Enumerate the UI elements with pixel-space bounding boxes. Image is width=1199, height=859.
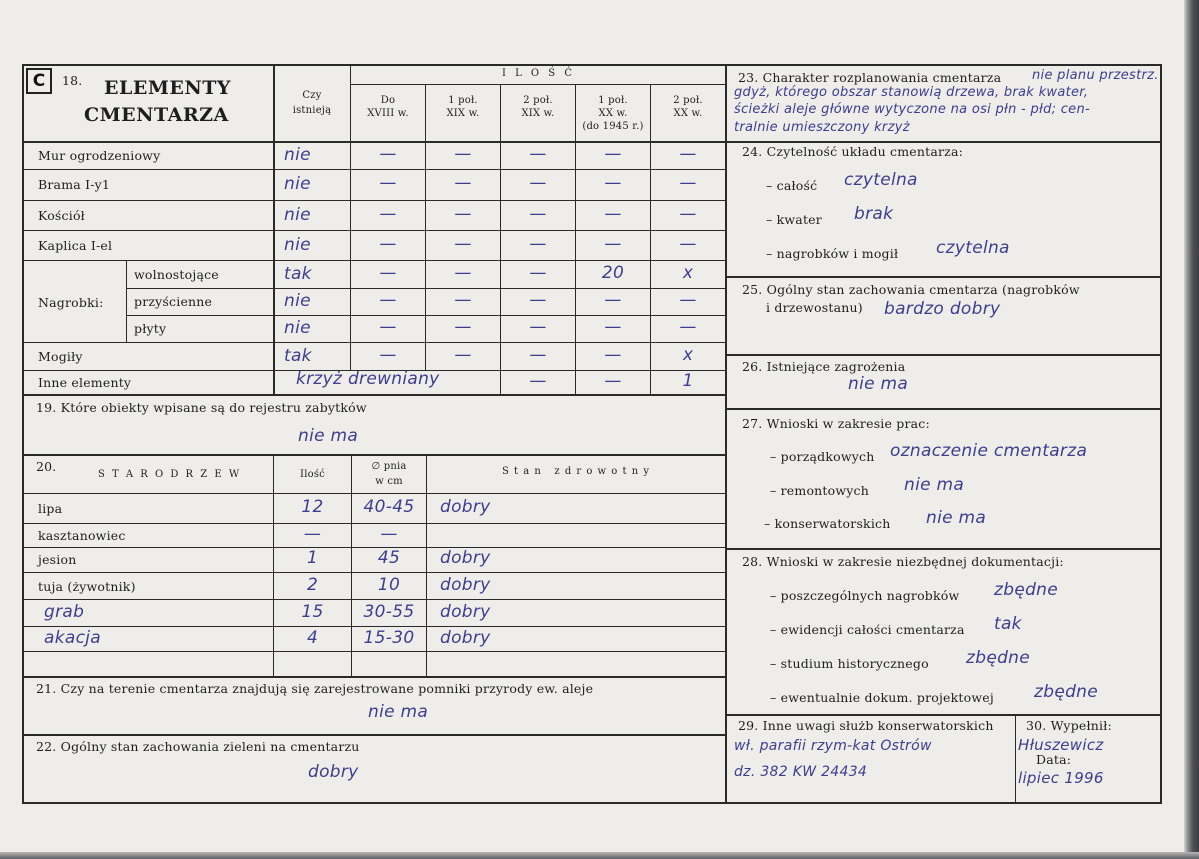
tree-health: dobry xyxy=(440,496,491,517)
element-exists-value: nie xyxy=(284,234,311,255)
s24-item-label: – całość xyxy=(766,178,818,193)
element-quantity-cell: 20 xyxy=(601,262,625,283)
section-22-value: dobry xyxy=(308,762,359,782)
element-label: Inne elementy xyxy=(38,374,132,390)
tree-health: dobry xyxy=(440,548,491,568)
s28-item-value: tak xyxy=(994,614,1022,634)
element-quantity-cell: — xyxy=(529,317,547,337)
s28-item-value: zbędne xyxy=(1034,682,1098,702)
s28-item-label: – poszczególnych nagrobków xyxy=(770,588,960,603)
s28-item-label: – studium historycznego xyxy=(770,656,929,671)
s24-item-label: – kwater xyxy=(766,212,822,227)
period-header-1-line-2: XVIII w. xyxy=(367,108,409,119)
element-exists-value: nie xyxy=(284,144,311,165)
card-edge xyxy=(1184,0,1199,859)
section-25-value: bardzo dobry xyxy=(884,299,1001,319)
tree-health-header: S t a n z d r o w o t n y xyxy=(502,466,650,477)
cemetery-form xyxy=(22,64,1162,804)
tree-qty: 2 xyxy=(306,574,319,595)
tree-diameter: — xyxy=(380,524,398,544)
element-quantity-cell: — xyxy=(529,173,547,193)
element-quantity-cell: — xyxy=(379,233,397,254)
section-25-label-2: i drzewostanu) xyxy=(766,300,863,315)
element-quantity-cell: — xyxy=(379,262,397,283)
element-label: Brama I-y1 xyxy=(38,177,111,192)
tree-diameter: 30-55 xyxy=(363,601,415,622)
s24-item-value: czytelna xyxy=(844,170,918,190)
element-quantity-cell: 1 xyxy=(682,370,694,391)
element-quantity-cell: — xyxy=(529,344,547,365)
tree-qty: — xyxy=(303,524,322,544)
period-header-4-line-3: (do 1945 r.) xyxy=(582,121,644,132)
element-label: Kaplica I-el xyxy=(38,237,113,253)
nagrobki-label: Nagrobki: xyxy=(38,295,104,310)
element-quantity-cell: — xyxy=(379,344,397,365)
element-quantity-cell: — xyxy=(529,290,547,310)
element-quantity-cell: — xyxy=(679,233,697,254)
s28-item-label: – ewidencji całości cmentarza xyxy=(770,622,965,637)
element-quantity-cell: — xyxy=(379,290,397,310)
s27-item-value: nie ma xyxy=(904,475,965,495)
tree-diameter-header-1: ∅ pnia xyxy=(371,461,407,472)
element-exists-value: tak xyxy=(284,263,312,284)
element-label: Mogiły xyxy=(38,348,83,364)
tree-diameter: 45 xyxy=(377,548,401,568)
element-quantity-cell: — xyxy=(679,143,697,164)
section-28-label: 28. Wnioski w zakresie niezbędnej dokumentacji: xyxy=(742,554,1064,569)
tree-diameter-header-2: w cm xyxy=(375,476,403,487)
element-quantity-cell: — xyxy=(604,370,622,391)
tree-qty: 15 xyxy=(301,601,324,622)
tree-qty: 1 xyxy=(306,548,319,568)
section-29-value-line-2: dz. 382 KW 24434 xyxy=(734,764,868,780)
section-30-label: 30. Wypełnił: xyxy=(1026,718,1112,733)
tree-health: dobry xyxy=(440,601,491,622)
element-sublabel: płyty xyxy=(134,321,167,336)
period-header-3-line-1: 2 poł. xyxy=(523,95,553,106)
section-21-label: 21. Czy na terenie cmentarza znajdują się zarejestrowane pomniki przyrody ew. aleje xyxy=(36,681,594,696)
element-exists-value: tak xyxy=(284,345,312,366)
element-quantity-cell: — xyxy=(454,233,472,254)
section-20-number: 20. xyxy=(36,459,57,474)
section-22-label: 22. Ogólny stan zachowania zieleni na cmentarzu xyxy=(36,739,360,754)
period-header-4-line-2: XX w. xyxy=(598,108,628,119)
element-sublabel: przyścienne xyxy=(134,294,213,309)
element-quantity-cell: — xyxy=(604,204,622,224)
section-24-label: 24. Czytelność układu cmentarza: xyxy=(742,144,964,159)
tree-health: dobry xyxy=(440,627,491,648)
element-quantity-cell: — xyxy=(454,204,472,224)
element-quantity-cell: x xyxy=(682,344,694,365)
period-header-2-line-1: 1 poł. xyxy=(448,95,478,106)
element-label: Mur ogrodzeniowy xyxy=(38,147,161,163)
element-quantity-cell: — xyxy=(529,262,547,283)
section-18-title-1: ELEMENTY xyxy=(104,77,231,99)
period-header-5-line-2: XX w. xyxy=(673,108,703,119)
section-23-value-line-3: ścieżki aleje główne wytyczone na osi płn - płd; cen- xyxy=(734,102,1091,117)
tree-qty: 4 xyxy=(306,627,319,648)
s27-item-value: oznaczenie cmentarza xyxy=(890,441,1088,461)
period-header-5-line-1: 2 poł. xyxy=(673,95,703,106)
element-quantity-cell: — xyxy=(679,204,697,224)
element-exists-value: nie xyxy=(284,318,311,338)
quantity-header: I L O Ś Ć xyxy=(501,68,575,79)
element-quantity-cell: — xyxy=(604,290,622,310)
tree-name: grab xyxy=(44,601,85,622)
element-quantity-cell: — xyxy=(604,233,622,254)
s27-item-label: – porządkowych xyxy=(770,449,875,464)
element-quantity-cell: x xyxy=(682,262,694,283)
tree-name: kasztanowiec xyxy=(38,528,126,543)
section-25-label-1: 25. Ogólny stan zachowania cmentarza (nagrobków xyxy=(742,282,1080,297)
tree-diameter: 40-45 xyxy=(363,496,415,517)
element-sublabel: wolnostojące xyxy=(134,266,219,282)
element-quantity-cell: — xyxy=(529,233,547,254)
section-21-value: nie ma xyxy=(368,702,429,722)
element-quantity-cell: — xyxy=(379,317,397,337)
section-26-label: 26. Istniejące zagrożenia xyxy=(742,359,906,374)
section-19-label: 19. Które obiekty wpisane są do rejestru zabytków xyxy=(36,400,367,415)
exists-header-1: Czy xyxy=(302,90,322,101)
section-letter-box: C xyxy=(26,68,52,94)
element-quantity-cell: — xyxy=(379,143,397,164)
period-header-2-line-2: XIX w. xyxy=(446,108,480,119)
s28-item-label: – ewentualnie dokum. projektowej xyxy=(770,690,994,705)
section-26-value: nie ma xyxy=(848,374,909,394)
element-quantity-cell: — xyxy=(454,173,472,193)
element-quantity-cell: — xyxy=(529,370,547,391)
element-quantity-cell: — xyxy=(454,143,472,164)
element-exists-value: krzyż drewniany xyxy=(296,369,440,389)
element-quantity-cell: — xyxy=(454,317,472,337)
element-quantity-cell: — xyxy=(529,143,547,164)
section-18-title-2: CMENTARZA xyxy=(84,104,229,126)
tree-name: tuja (żywotnik) xyxy=(38,578,136,594)
period-header-1-line-1: Do xyxy=(380,95,396,106)
element-quantity-cell: — xyxy=(604,317,622,337)
card-edge-bottom xyxy=(0,852,1199,859)
filled-by-signature: Hłuszewicz xyxy=(1018,736,1104,754)
s28-item-value: zbędne xyxy=(966,648,1030,668)
tree-qty: 12 xyxy=(301,496,324,517)
tree-diameter: 15-30 xyxy=(363,627,415,648)
period-header-4-line-1: 1 poł. xyxy=(598,95,628,106)
s24-item-value: czytelna xyxy=(936,238,1010,258)
filled-date: lipiec 1996 xyxy=(1018,769,1104,787)
period-header-3-line-2: XIX w. xyxy=(521,108,555,119)
tree-name: jesion xyxy=(38,552,77,567)
tree-qty-header: Ilość xyxy=(300,469,325,480)
element-quantity-cell: — xyxy=(604,143,622,164)
tree-name: lipa xyxy=(38,500,63,516)
element-quantity-cell: — xyxy=(604,344,622,365)
element-exists-value: nie xyxy=(284,291,311,311)
element-quantity-cell: — xyxy=(379,204,397,224)
tree-name: akacja xyxy=(44,627,101,648)
element-quantity-cell: — xyxy=(454,262,472,283)
s24-item-label: – nagrobków i mogił xyxy=(766,246,899,261)
element-quantity-cell: — xyxy=(604,173,622,193)
element-quantity-cell: — xyxy=(679,317,697,337)
section-23-value-line-1: nie planu przestrz. xyxy=(1032,68,1159,83)
element-exists-value: nie xyxy=(284,174,311,194)
section-19-value: nie ma xyxy=(298,426,359,446)
s28-item-value: zbędne xyxy=(994,580,1058,600)
s27-item-label: – konserwatorskich xyxy=(764,516,891,531)
section-27-label: 27. Wnioski w zakresie prac: xyxy=(742,416,930,431)
date-label: Data: xyxy=(1036,752,1072,767)
element-quantity-cell: — xyxy=(529,204,547,224)
s27-item-value: nie ma xyxy=(926,508,987,528)
element-quantity-cell: — xyxy=(454,344,472,365)
element-quantity-cell: — xyxy=(454,290,472,310)
element-quantity-cell: — xyxy=(679,290,697,310)
section-23-value-line-4: tralnie umieszczony krzyż xyxy=(734,120,910,135)
element-quantity-cell: — xyxy=(679,173,697,193)
element-exists-value: nie xyxy=(284,205,311,225)
section-29-value-line-1: wł. parafii rzym-kat Ostrów xyxy=(734,738,932,754)
exists-header-2: istnieją xyxy=(292,105,332,116)
section-23-label: 23. Charakter rozplanowania cmentarza xyxy=(738,70,1002,85)
section-20-title: S T A R O D R Z E W xyxy=(98,469,242,480)
s24-item-value: brak xyxy=(854,204,894,224)
element-quantity-cell: — xyxy=(379,173,397,193)
tree-diameter: 10 xyxy=(377,574,401,595)
section-29-label: 29. Inne uwagi służb konserwatorskich xyxy=(738,718,994,733)
section-18-number: 18. xyxy=(62,73,83,88)
section-23-value-line-2: gdyż, którego obszar stanowią drzewa, brak kwater, xyxy=(734,85,1089,100)
s27-item-label: – remontowych xyxy=(770,483,869,498)
element-label: Kościół xyxy=(38,208,85,223)
tree-health: dobry xyxy=(440,574,491,595)
